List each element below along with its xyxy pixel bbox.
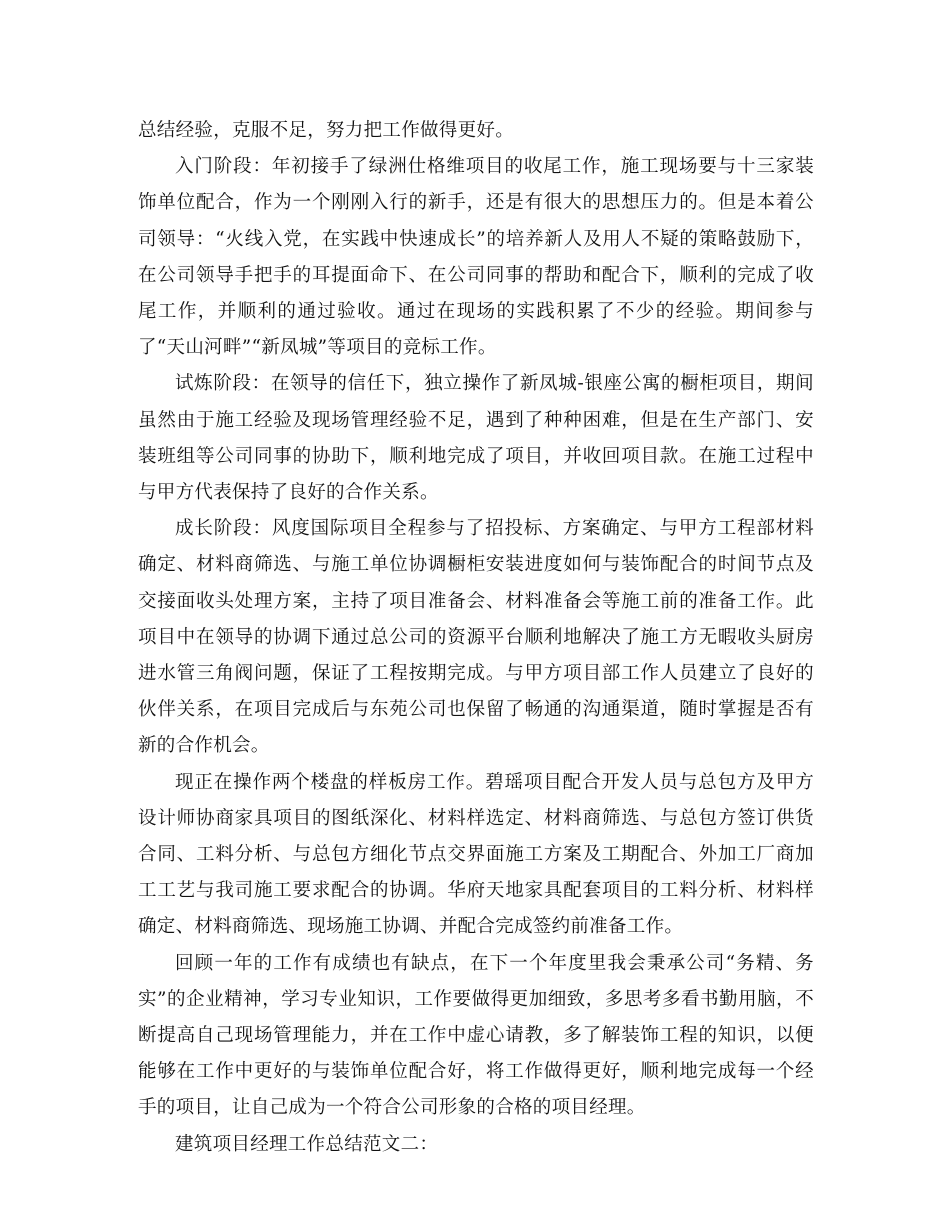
paragraph-review: 回顾一年的工作有成绩也有缺点，在下一个年度里我会秉承公司“务精、务实”的企业精神，学习专业知识，工作要做得更加细致，多思考多看书勤用脑，不断提高自己现场管理能力，并在工作中虚心请教，多了解装饰工程的知识，以便能够在工作中更好的与装饰单位配合好，将工作做得更好，顺利地完成每一个经手的项目，让自己成为一个符合公司形象的合格的项目经理。 <box>138 952 814 1119</box>
paragraph-current-work: 现正在操作两个楼盘的样板房工作。碧瑶项目配合开发人员与总包方及甲方设计师协商家具项目的图纸深化、材料样选定、材料商筛选、与总包方签订供货合同、工料分析、与总包方细化节点交界面施工方案及工期配合、外加工厂商加工工艺与我司施工要求配合的协调。华府天地家具配套项目的工料分析、材料样确定、材料商筛选、现场施工协调、并配合完成签约前准备工作。 <box>138 771 814 938</box>
paragraph-entry-stage: 入门阶段：年初接手了绿洲仕格维项目的收尾工作，施工现场要与十三家装饰单位配合，作为一个刚刚入行的新手，还是有很大的思想压力的。但是本着公司领导：“火线入党，在实践中快速成长”的培养新人及用人不疑的策略鼓励下，在公司领导手把手的耳提面命下、在公司同事的帮助和配合下，顺利的完成了收尾工作，并顺利的通过验收。通过在现场的实践积累了不少的经验。期间参与了“天山河畔”“新凤城”等项目的竞标工作。 <box>138 156 814 359</box>
paragraph-growth-stage: 成长阶段：风度国际项目全程参与了招投标、方案确定、与甲方工程部材料确定、材料商筛选、与施工单位协调橱柜安装进度如何与装饰配合的时间节点及交接面收头处理方案，主持了项目准备会、材料准备会等施工前的准备工作。此项目中在领导的协调下通过总公司的资源平台顺利地解决了施工方无暇收头厨房进水管三角阀问题，保证了工程按期完成。与甲方项目部工作人员建立了良好的伙伴关系，在项目完成后与东苑公司也保留了畅通的沟通渠道，随时掌握是否有新的合作机会。 <box>138 518 814 757</box>
document-body <box>138 113 814 1163</box>
section-heading: 建筑项目经理工作总结范文二： <box>175 1133 439 1155</box>
paragraph-trial-stage: 试炼阶段：在领导的信任下，独立操作了新凤城-银座公寓的橱柜项目，期间虽然由于施工经验及现场管理经验不足，遇到了种种困难，但是在生产部门、安装班组等公司同事的协助下，顺利地完成了项目，并收回项目款。在施工过程中与甲方代表保持了良好的合作关系。 <box>138 373 814 504</box>
paragraph-continuation: 总结经验，克服不足，努力把工作做得更好。 <box>138 120 515 141</box>
